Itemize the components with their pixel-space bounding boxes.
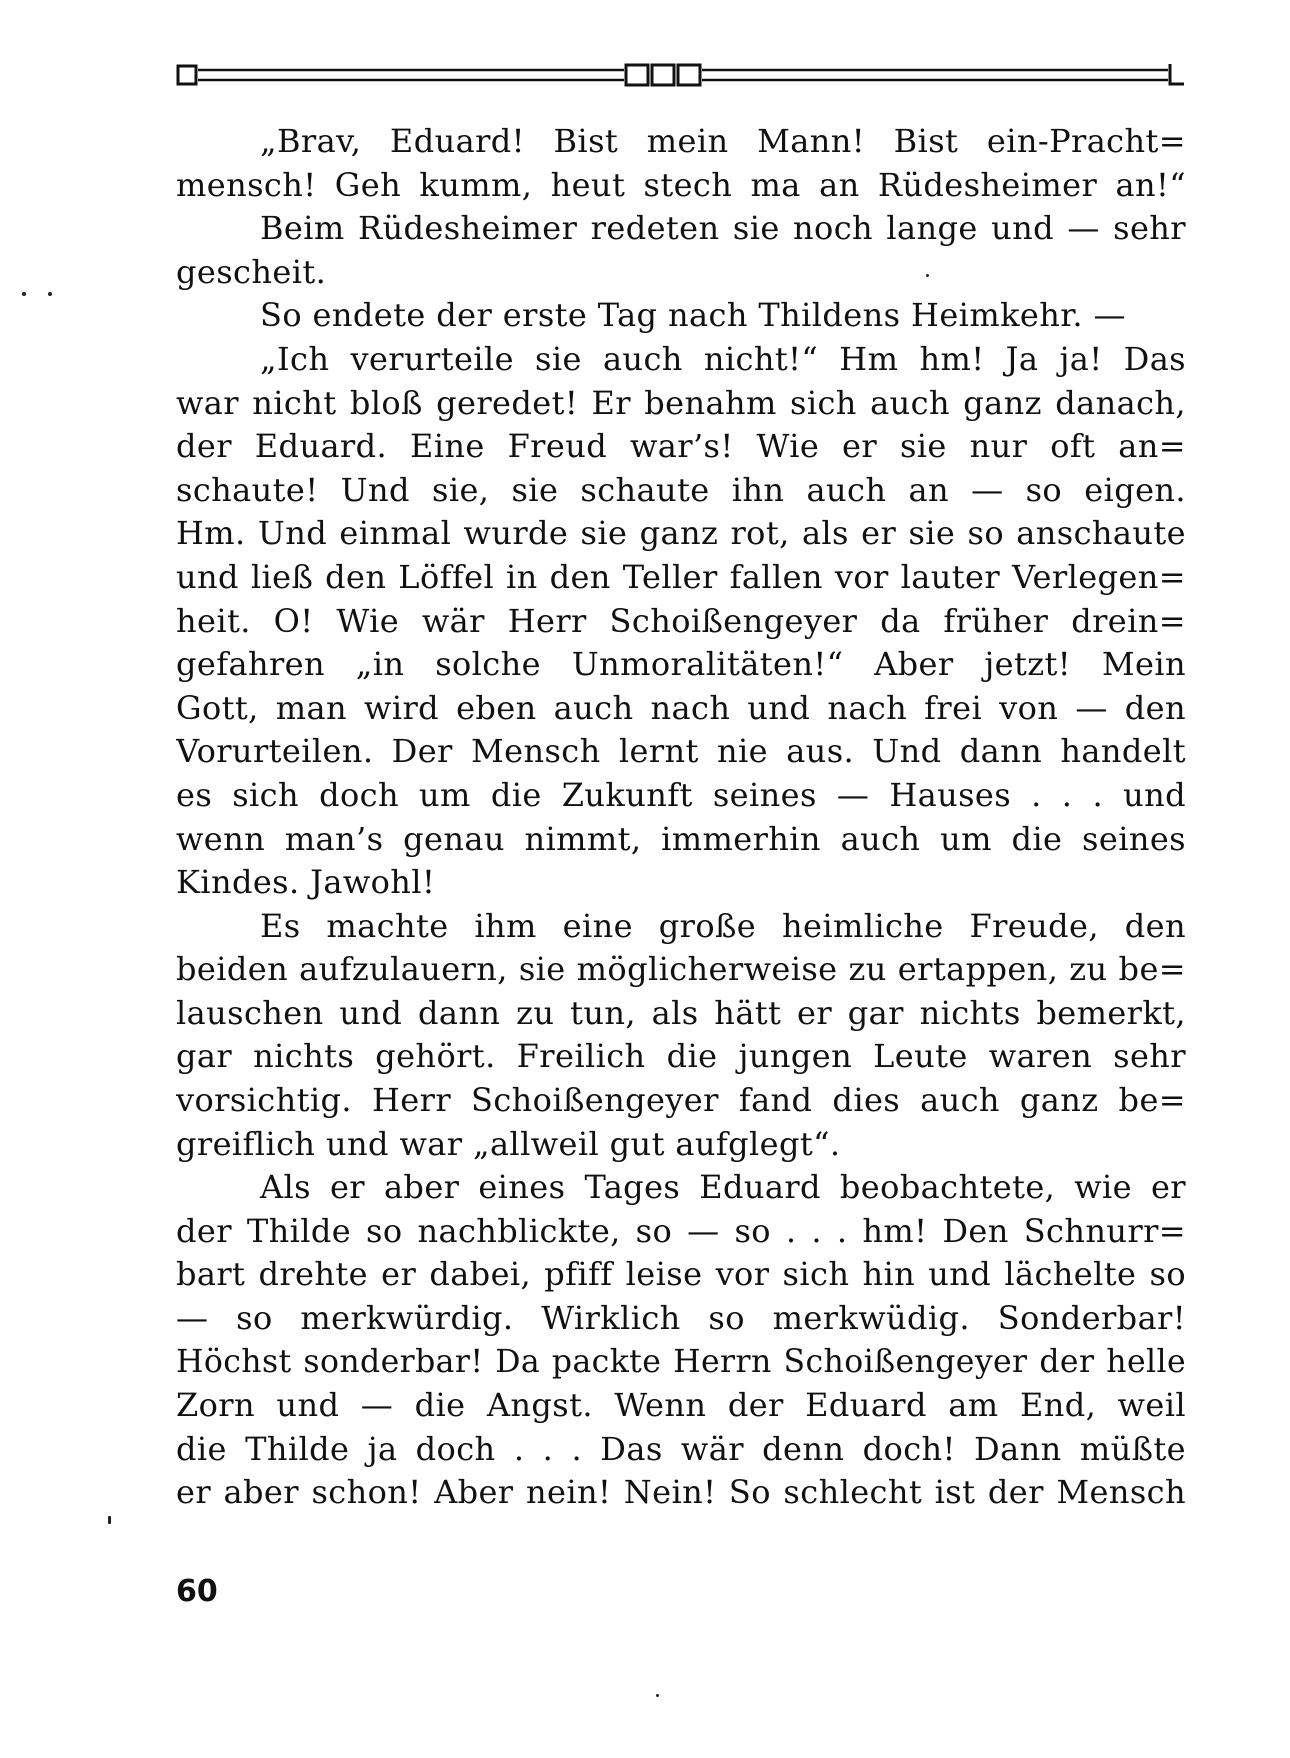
scan-speck [926, 274, 929, 277]
scan-speck [656, 1694, 659, 1697]
text-line: und ließ den Löffel in den Teller fallen vor lauter Verlegen= [176, 557, 1186, 596]
scan-speck [48, 292, 52, 296]
text-line: war nicht bloß geredet! Er benahm sich auch ganz danach, [176, 383, 1186, 422]
text-line: gefahren „in solche Unmoralitäten!“ Aber jetzt! Mein [176, 645, 1186, 684]
text-line: der Eduard. Eine Freud war’s! Wie er sie nur oft an= [176, 427, 1186, 466]
text-line: „Brav, Eduard! Bist mein Mann! Bist ein-Pracht= [260, 122, 1186, 160]
text-line: So endete der erste Tag nach Thildens Heimkehr. — [260, 296, 1126, 335]
text-line: „Ich verurteile sie auch nicht!“ Hm hm! Ja ja! Das [260, 339, 1186, 378]
text-line: Beim Rüdesheimer redeten sie noch lange und — sehr [260, 209, 1186, 248]
text-line: Zorn und — die Angst. Wenn der Eduard am End, weil [176, 1386, 1186, 1425]
scan-speck [108, 1516, 111, 1524]
text-line: Hm. Und einmal wurde sie ganz rot, als er sie so anschaute [176, 514, 1186, 553]
text-line: es sich doch um die Zukunft seines — Hauses . . . und [176, 775, 1186, 814]
text-line: gar nichts gehört. Freilich die jungen Leute waren sehr [176, 1037, 1186, 1076]
text-line: heit. O! Wie wär Herr Schoißengeyer da früher drein= [176, 601, 1186, 640]
text-line: der Thilde so nachblickte, so — so . . . hm! Den Schnurr= [176, 1211, 1186, 1250]
text-line: Es machte ihm eine große heimliche Freude, den [260, 906, 1186, 945]
ornament-rule-graphic [176, 60, 1186, 96]
text-line: Kindes. Jawohl! [176, 863, 436, 902]
text-line: Vorurteilen. Der Mensch lernt nie aus. Und dann handelt [176, 732, 1186, 771]
text-line: — so merkwürdig. Wirklich so merkwüdig. Sonderbar! [176, 1299, 1186, 1338]
text-line: Höchst sonderbar! Da packte Herrn Schoißengeyer der helle [176, 1343, 1186, 1380]
text-line: greiflich und war „allweil gut aufglegt“. [176, 1124, 841, 1163]
text-line: mensch! Geh kumm, heut stech ma an Rüdesheimer an!“ [176, 165, 1186, 204]
ornamental-header-rule [176, 60, 1186, 96]
page-number: 60 [176, 1574, 218, 1609]
page-body-text [176, 120, 1186, 1515]
scan-speck [22, 292, 26, 296]
text-line: gescheit. [176, 252, 327, 291]
text-line: Als er aber eines Tages Eduard beobachtete, wie er [260, 1168, 1186, 1207]
text-line: vorsichtig. Herr Schoißengeyer fand dies auch ganz be= [176, 1081, 1186, 1120]
text-line: wenn man’s genau nimmt, immerhin auch um die seines [176, 819, 1186, 858]
text-line: Gott, man wird eben auch nach und nach frei von — den [176, 688, 1186, 727]
text-line: er aber schon! Aber nein! Nein! So schlecht ist der Mensch [176, 1473, 1186, 1512]
text-line: lauschen und dann zu tun, als hätt er gar nichts bemerkt, [176, 993, 1186, 1032]
text-line: schaute! Und sie, sie schaute ihn auch an — so eigen. [176, 470, 1186, 509]
text-line: beiden aufzulauern, sie möglicherweise zu ertappen, zu be= [176, 950, 1186, 989]
text-line: bart drehte er dabei, pfiff leise vor sich hin und lächelte so [176, 1255, 1186, 1294]
text-line: die Thilde ja doch . . . Das wär denn doch! Dann müßte [176, 1429, 1186, 1468]
